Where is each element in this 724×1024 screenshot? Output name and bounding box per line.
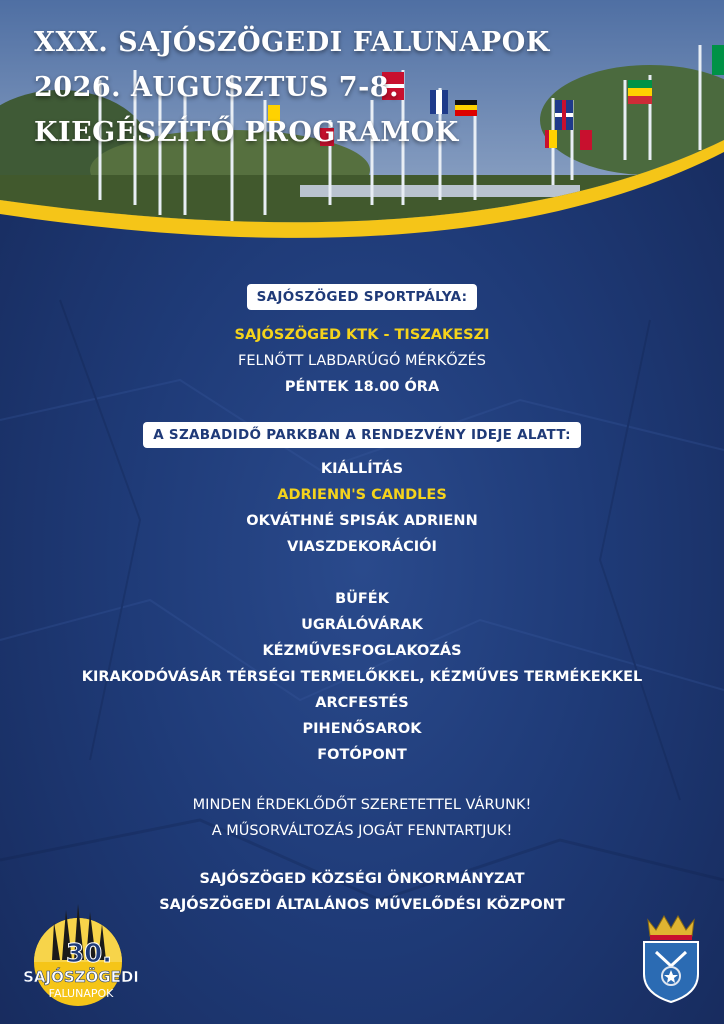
welcome-note: MINDEN ÉRDEKLŐDŐT SZERETETTEL VÁRUNK! [192,797,532,813]
title-line-3: KIEGÉSZÍTŐ PROGRAMOK [34,117,459,148]
program-content [0,284,724,918]
match-type: FELNŐTT LABDARÚGÓ MÉRKŐZÉS [238,353,486,369]
program-item: KÉZMŰVESFOGLAKOZÁS [262,643,462,659]
program-item: ARCFESTÉS [315,695,409,711]
szabadido-park-label: A SZABADIDŐ PARKBAN A RENDEZVÉNY IDEJE ALATT: [143,422,581,448]
falunapok-30-logo [22,900,140,1010]
logo-name: SAJÓSZÖGEDI [23,968,139,986]
organizer-1: SAJÓSZÖGED KÖZSÉGI ÖNKORMÁNYZAT [199,871,525,887]
program-item: FOTÓPONT [317,747,407,763]
program-item: BÜFÉK [335,591,389,607]
coat-of-arms-icon [638,912,704,1004]
exhibitor-name: ADRIENN'S CANDLES [277,487,447,503]
exhibition-item: VIASZDEKORÁCIÓI [287,539,437,555]
logo-number: 30. [66,939,113,969]
match-time: PÉNTEK 18.00 ÓRA [284,379,440,395]
exhibition-heading: KIÁLLÍTÁS [320,461,404,477]
program-item: KIRAKODÓVÁSÁR TÉRSÉGI TERMELŐKKEL, KÉZMŰVES TERMÉKEKKEL [81,669,643,685]
match-title: SAJÓSZÖGED KTK - TISZAKESZI [234,327,490,343]
page-title [34,20,550,155]
sportpalya-label: SAJÓSZÖGED SPORTPÁLYA: [247,284,478,310]
logo-subtitle: FALUNAPOK [48,987,114,1000]
title-line-1: XXX. SAJÓSZÖGEDI FALUNAPOK [34,27,550,58]
organizer-2: SAJÓSZÖGEDI ÁLTALÁNOS MŰVELŐDÉSI KÖZPONT [159,897,565,913]
program-item: PIHENŐSAROK [302,721,422,737]
program-item: UGRÁLÓVÁRAK [301,617,423,633]
disclaimer-note: A MŰSORVÁLTOZÁS JOGÁT FENNTARTJUK! [211,823,513,839]
title-line-2: 2026. AUGUSZTUS 7-8. [34,72,399,103]
exhibitor-person: OKVÁTHNÉ SPISÁK ADRIENN [246,513,478,529]
